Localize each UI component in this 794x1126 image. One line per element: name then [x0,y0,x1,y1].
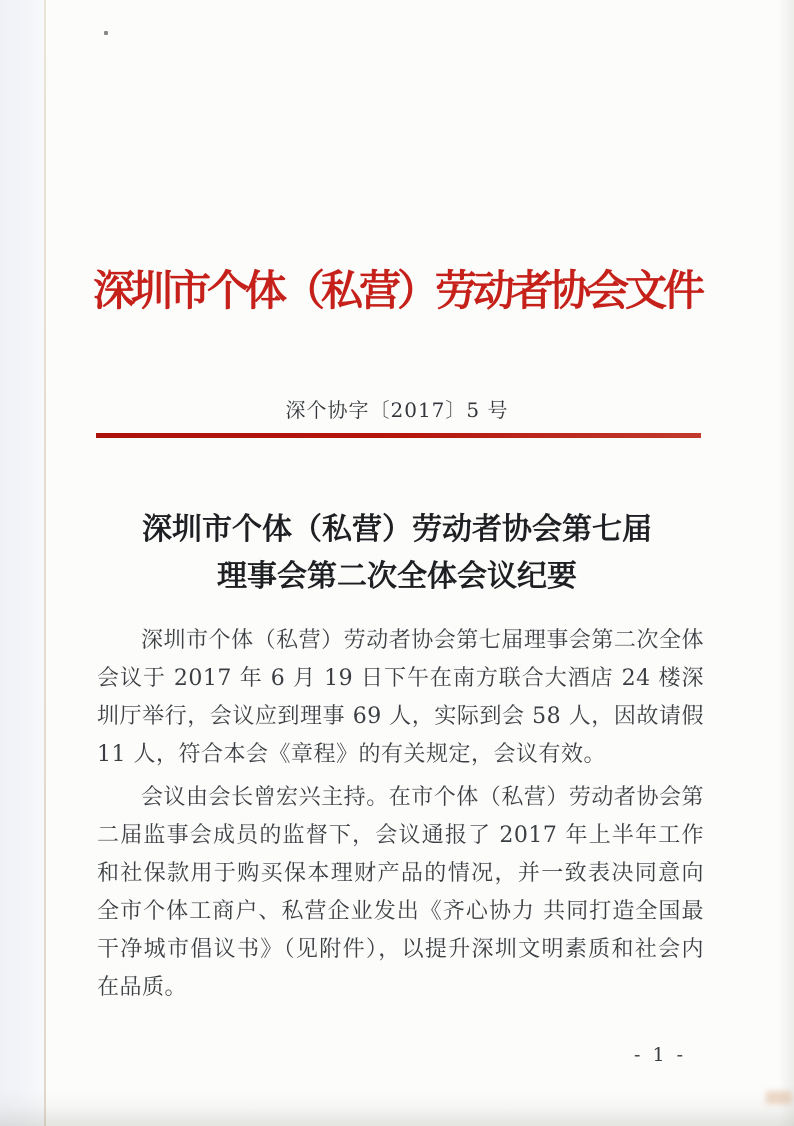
document-title-line2: 理事会第二次全体会议纪要 [217,559,577,594]
scan-speck [104,31,108,35]
red-separator-line [96,433,701,438]
scan-left-edge [0,0,44,1126]
body-paragraph-2: 会议由会长曾宏兴主持。在市个体（私营）劳动者协会第二届监事会成员的监督下，会议通报了 2017 年上半年工作和社保款用于购买保本理财产品的情况，并一致表决同意向全市个体工商户、私营企业发出《齐心协力 共同打造全国最干净城市倡议书》（见附件），以提升深圳文明素质和社会内在品质。 [97,785,704,1000]
scan-smudge [766,1091,792,1104]
document-title [77,506,717,600]
body-paragraph-1: 深圳市个体（私营）劳动者协会第七届理事会第二次全体会议于 2017 年 6 月 19 日下午在南方联合大酒店 24 楼深圳厅举行，会议应到理事 69 人，实际到会 58 人，因故请假 11 人，符合本会《章程》的有关规定，会议有效。 [97,628,704,767]
document-reference-number: 深个协字〔2017〕5 号 [285,398,509,422]
page-number: - 1 - [633,1044,686,1066]
document-body [97,622,704,1007]
scan-right-edge-shadow [778,0,794,1126]
document-title-line1: 深圳市个体（私营）劳动者协会第七届 [142,512,652,547]
scan-bottom-shadow [0,1092,794,1126]
org-letterhead-title: 深圳市个体（私营）劳动者协会文件 [92,266,701,315]
scan-fold-line [44,0,46,1126]
